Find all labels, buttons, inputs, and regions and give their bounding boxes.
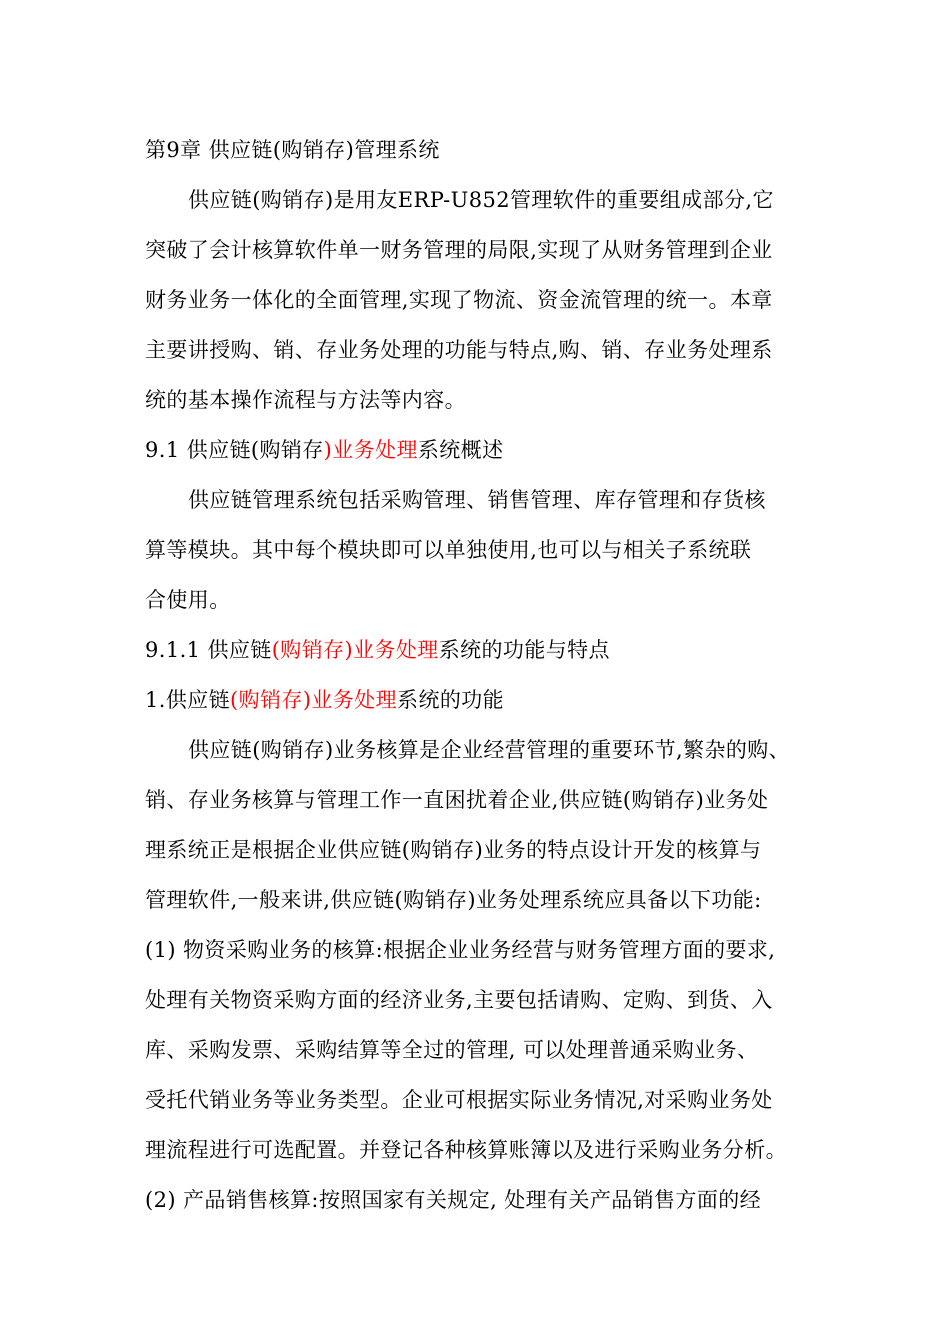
section-paragraph-line: 算等模块。其中每个模块即可以单独使用,也可以与相关子系统联 <box>145 538 752 562</box>
section-heading-9-1 <box>145 435 503 465</box>
highlighted-heading-text: (购销存)业务处理 <box>230 688 398 712</box>
intro-paragraph-line: 主要讲授购、销、存业务处理的功能与特点,购、销、存业务处理系 <box>145 338 773 362</box>
list-item-1-line: 库、采购发票、采购结算等全过的管理, 可以处理普通采购业务、 <box>145 1038 759 1062</box>
intro-paragraph-line: 统的基本操作流程与方法等内容。 <box>145 388 466 412</box>
section-paragraph-line: 供应链管理系统包括采购管理、销售管理、库存管理和存货核 <box>188 488 766 512</box>
functions-paragraph-line: 销、存业务核算与管理工作一直困扰着企业,供应链(购销存)业务处 <box>145 788 769 812</box>
heading-text: 系统的功能与特点 <box>438 638 610 662</box>
intro-paragraph-line: 突破了会计核算软件单一财务管理的局限,实现了从财务管理到企业 <box>145 238 773 262</box>
list-item-2-line: (2) 产品销售核算:按照国家有关规定, 处理有关产品销售方面的经 <box>145 1188 762 1212</box>
subsection-heading-1 <box>145 685 504 715</box>
list-item-1-line: 处理有关物资采购方面的经济业务,主要包括请购、定购、到货、入 <box>145 988 773 1012</box>
section-paragraph-line: 合使用。 <box>145 588 231 612</box>
heading-text: 9.1 供应链(购销存 <box>145 438 324 462</box>
heading-text: 9.1.1 供应链 <box>145 638 272 662</box>
list-item-1-line: 理流程进行可选配置。并登记各种核算账簿以及进行采购业务分析。 <box>145 1138 787 1162</box>
heading-text: 系统的功能 <box>397 688 505 712</box>
heading-text: 系统概述 <box>417 438 504 462</box>
intro-paragraph-line: 财务业务一体化的全面管理,实现了物流、资金流管理的统一。本章 <box>145 288 773 312</box>
highlighted-heading-text: )业务处理 <box>323 438 418 462</box>
functions-paragraph-line: 理系统正是根据企业供应链(购销存)业务的特点设计开发的核算与 <box>145 838 762 862</box>
list-item-1-line: 受托代销业务等业务类型。企业可根据实际业务情况,对采购业务处 <box>145 1088 773 1112</box>
functions-paragraph-line: 供应链(购销存)业务核算是企业经营管理的重要环节,繁杂的购、 <box>188 738 791 762</box>
intro-paragraph-line: 供应链(购销存)是用友ERP-U852管理软件的重要组成部分,它 <box>188 188 774 212</box>
highlighted-heading-text: (购销存)业务处理 <box>271 638 439 662</box>
functions-paragraph-line: 管理软件,一般来讲,供应链(购销存)业务处理系统应具备以下功能: <box>145 888 762 912</box>
heading-text: 1.供应链 <box>145 688 231 712</box>
list-item-1-line: (1) 物资采购业务的核算:根据企业业务经营与财务管理方面的要求, <box>145 938 776 962</box>
section-heading-9-1-1 <box>145 635 610 665</box>
chapter-title: 第9章 供应链(购销存)管理系统 <box>145 138 440 162</box>
